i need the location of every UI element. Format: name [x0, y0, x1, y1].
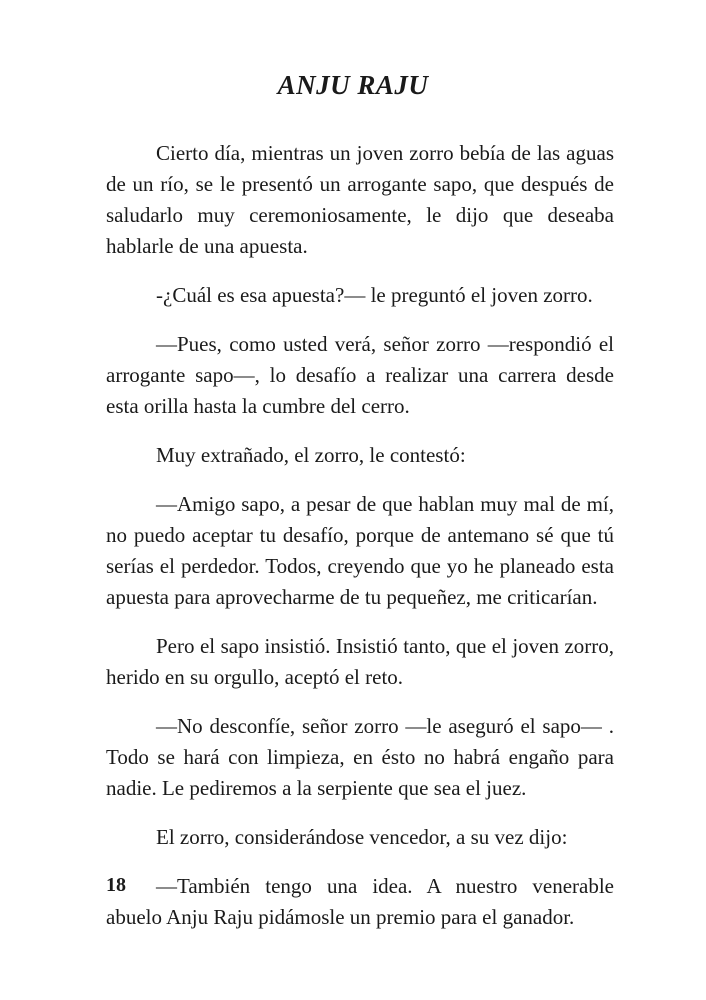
paragraph-2: -¿Cuál es esa apuesta?— le preguntó el joven zorro.: [156, 283, 593, 307]
chapter-title: ANJU RAJU: [277, 70, 429, 100]
paragraph-4: Muy extrañado, el zorro, le contestó:: [156, 443, 466, 467]
story-text: [106, 138, 614, 950]
paragraph-9: —También tengo una idea. A nuestro venerable abuelo Anju Raju pidámosle un premio para el ganador.: [106, 874, 614, 929]
paragraph-8: El zorro, considerándose vencedor, a su vez dijo:: [156, 825, 568, 849]
page-number: 18: [106, 874, 126, 896]
paragraph-7: —No desconfíe, señor zorro —le aseguró el sapo— . Todo se hará con limpieza, en ésto no habrá engaño para nadie. Le pediremos a la serpiente que sea el juez.: [106, 714, 614, 800]
paragraph-5: —Amigo sapo, a pesar de que hablan muy mal de mí, no puedo aceptar tu desafío, porque de antemano sé que tú serías el perdedor. Todos, creyendo que yo he planeado esta apuesta para aprovecharme de tu pequeñez, me criticarían.: [106, 492, 614, 609]
paragraph-3: —Pues, como usted verá, señor zorro —respondió el arrogante sapo—, lo desafío a realizar una carrera desde esta orilla hasta la cumbre del cerro.: [106, 332, 614, 418]
paragraph-6: Pero el sapo insistió. Insistió tanto, que el joven zorro, herido en su orgullo, aceptó el reto.: [106, 634, 614, 689]
paragraph-1: Cierto día, mientras un joven zorro bebía de las aguas de un río, se le presentó un arrogante sapo, que después de saludarlo muy ceremoniosamente, le dijo que deseaba hablarle de una apuesta.: [106, 141, 614, 258]
